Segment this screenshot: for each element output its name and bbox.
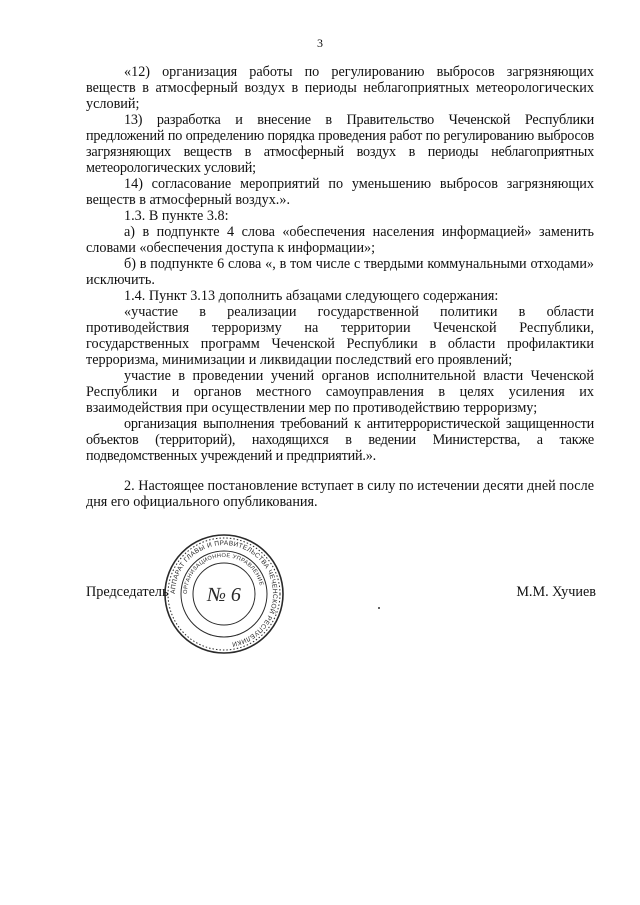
paragraph-item-13: 13) разработка и внесение в Правительство Чеченской Республики предложений по определению порядка проведения работ по регулированию выбросов загрязняющих веществ в атмосферный воздух в периоды неблагоприятных метеорологических условий; [86, 112, 594, 176]
paragraph-protection-requirements: организация выполнения требований к антитеррористической защищенности объектов (территорий), находящихся в ведении Министерства, а также подведомственных учреждений и предприятий.». [86, 416, 594, 464]
paragraph-subclause-b: б) в подпункте 6 слова «, в том числе с твердыми коммунальными отходами» исключить. [86, 256, 594, 288]
seal-number: № 6 [207, 584, 241, 606]
paragraph-clause-1-3: 1.3. В пункте 3.8: [124, 208, 229, 224]
document-body [86, 64, 594, 510]
signer-title: Председатель [86, 584, 169, 600]
signature-block [86, 584, 596, 604]
paragraph-item-14: 14) согласование мероприятий по уменьшению выбросов загрязняющих веществ в атмосферный воздух.». [86, 176, 594, 208]
seal-ring-text: АППАРАТ ГЛАВЫ И ПРАВИТЕЛЬСТВА ЧЕЧЕНСКОЙ РЕСПУБЛИКИ [169, 539, 279, 648]
paragraph-counter-terrorism-policy: «участие в реализации государственной политики в области противодействия терроризму на территории Чеченской Республики, государственных программ Чеченской Республики в области профилактики терроризма, минимизации и ликвидации последствий его проявлений; [86, 304, 594, 368]
seal-inner-text: ОРГАНИЗАЦИОННОЕ УПРАВЛЕНИЕ [182, 552, 265, 595]
signer-name: М.М. Хучиев [516, 584, 596, 600]
stray-ink-dot [378, 607, 380, 609]
paragraph-item-12: «12) организация работы по регулированию выбросов загрязняющих веществ в атмосферный воздух в периоды неблагоприятных метеорологических условий; [86, 64, 594, 112]
paragraph-entry-into-force: 2. Настоящее постановление вступает в силу по истечении десяти дней после дня его официального опубликования. [86, 478, 594, 510]
paragraph-exercises: участие в проведении учений органов исполнительной власти Чеченской Республики и органов местного самоуправления в целях усиления их взаимодействия при осуществлении мер по противодействию терроризму; [86, 368, 594, 416]
page-number: 3 [317, 36, 323, 50]
paragraph-subclause-a: а) в подпункте 4 слова «обеспечения населения информацией» заменить словами «обеспечения доступа к информации»; [86, 224, 594, 256]
paragraph-clause-1-4: 1.4. Пункт 3.13 дополнить абзацами следующего содержания: [124, 288, 499, 304]
